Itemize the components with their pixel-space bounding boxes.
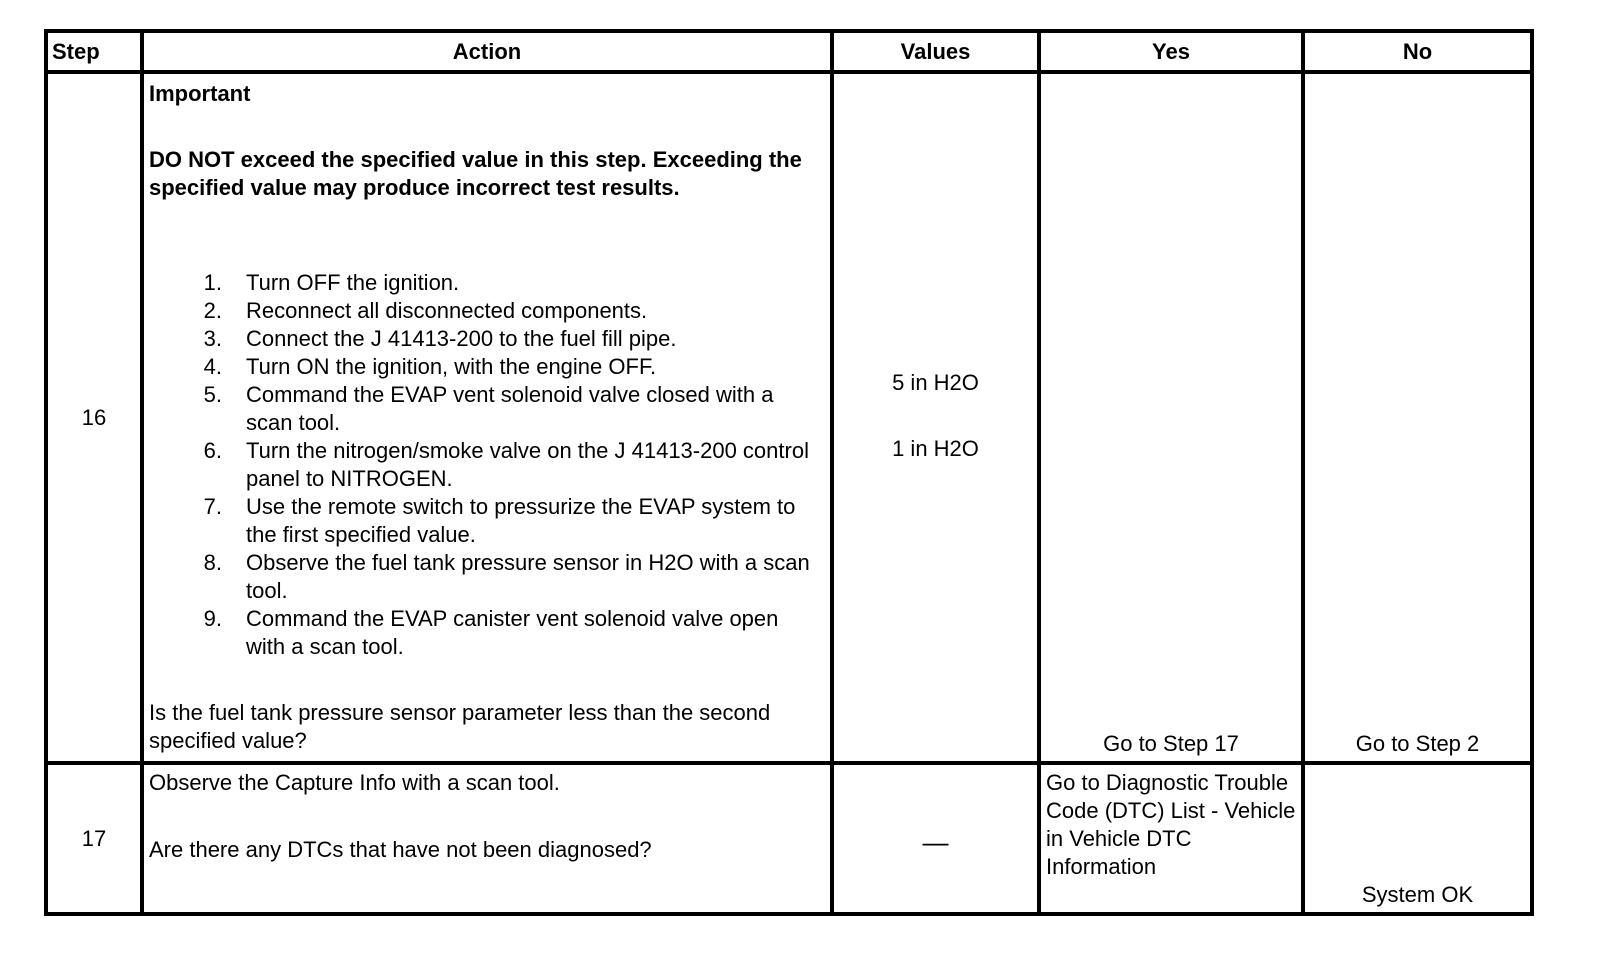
- list-item: 2. Reconnect all disconnected components.: [203, 298, 648, 324]
- header-no: No: [1303, 31, 1532, 72]
- no-link[interactable]: Go to Step 2: [1355, 731, 1480, 757]
- no-result: System OK: [1361, 882, 1474, 907]
- step-number: 16: [81, 405, 107, 431]
- header-yes: Yes: [1039, 31, 1303, 72]
- list-item: 5. Command the EVAP vent solenoid valve closed with a scan tool.: [203, 382, 774, 436]
- step-number: 17: [81, 826, 107, 852]
- header-action: Action: [142, 31, 832, 72]
- values-cell: [832, 763, 1039, 914]
- value-none: —: [922, 827, 949, 858]
- yes-link[interactable]: Go to Diagnostic Trouble Code (DTC) List - Vehicle in Vehicle DTC Information: [1046, 770, 1296, 880]
- no-cell: [1303, 72, 1532, 763]
- list-item: 8. Observe the fuel tank pressure sensor in H2O with a scan tool.: [203, 550, 810, 604]
- action-cell: [142, 763, 832, 914]
- header-row: [46, 31, 1532, 72]
- value-first: 5 in H2O: [892, 370, 979, 396]
- question-text: Is the fuel tank pressure sensor parameter less than the second specified value?: [149, 700, 771, 754]
- action-instruction: Observe the Capture Info with a scan tool.: [149, 770, 560, 796]
- value-second: 1 in H2O: [892, 436, 979, 462]
- diagnostic-table: [44, 29, 1534, 916]
- step-cell: [46, 763, 142, 914]
- yes-cell: [1039, 763, 1303, 914]
- step-cell: [46, 72, 142, 763]
- list-item: 7. Use the remote switch to pressurize the EVAP system to the first specified value.: [203, 494, 796, 548]
- warning-text: DO NOT exceed the specified value in this step. Exceeding the specified value may produce incorrect test results.: [149, 147, 802, 201]
- header-values: Values: [832, 31, 1039, 72]
- list-item: 1. Turn OFF the ignition.: [203, 270, 460, 296]
- procedure-list: [149, 269, 822, 661]
- list-item: 3. Connect the J 41413-200 to the fuel fill pipe.: [203, 326, 677, 352]
- action-cell: [142, 72, 832, 763]
- no-cell: [1303, 763, 1532, 914]
- values-cell: [832, 72, 1039, 763]
- yes-cell: [1039, 72, 1303, 763]
- list-item: 9. Command the EVAP canister vent solenoid valve open with a scan tool.: [203, 606, 779, 660]
- list-item: 6. Turn the nitrogen/smoke valve on the J 41413-200 control panel to NITROGEN.: [203, 438, 809, 492]
- important-label: Important: [149, 81, 251, 107]
- list-item: 4. Turn ON the ignition, with the engine OFF.: [203, 354, 657, 380]
- table-row: [46, 763, 1532, 914]
- table-row: [46, 72, 1532, 763]
- yes-link[interactable]: Go to Step 17: [1103, 731, 1239, 757]
- question-text: Are there any DTCs that have not been diagnosed?: [149, 837, 652, 863]
- header-step: Step: [46, 31, 142, 72]
